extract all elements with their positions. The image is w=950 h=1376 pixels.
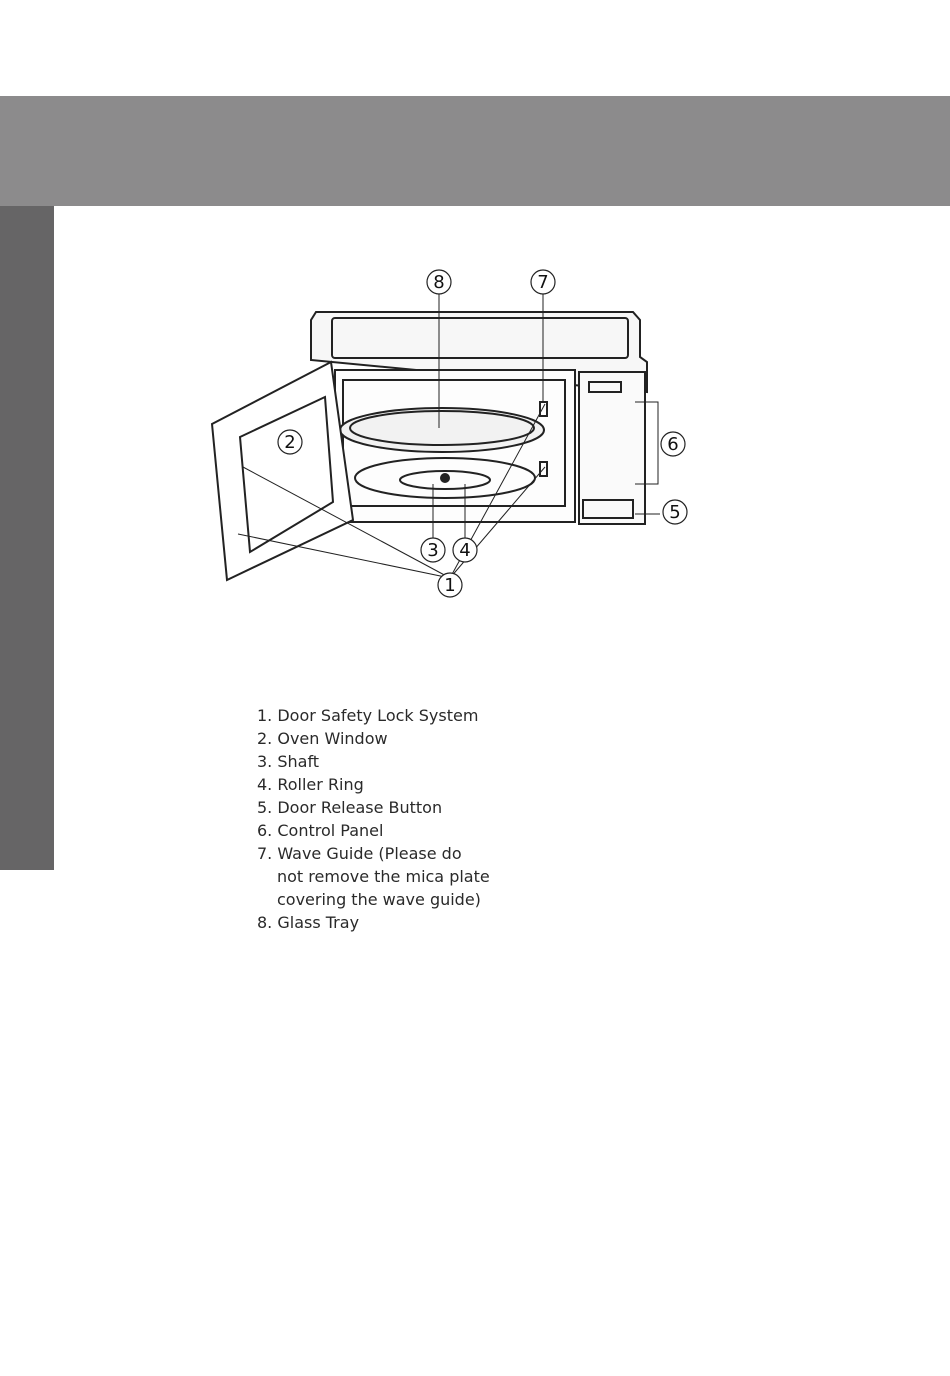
microwave-diagram — [195, 262, 695, 607]
list-item: 5. Door Release Button — [257, 798, 443, 817]
list-item: 1. Door Safety Lock System — [257, 706, 479, 725]
list-item-continuation: not remove the mica plate — [277, 867, 490, 886]
callout-6 — [661, 432, 685, 456]
svg-text:4: 4 — [459, 540, 471, 561]
callout-1 — [438, 573, 462, 597]
section-title: Part Names — [36, 894, 66, 1040]
callout-7 — [531, 270, 555, 294]
svg-text:1: 1 — [444, 575, 456, 596]
svg-text:6: 6 — [667, 434, 679, 455]
callout-3 — [421, 538, 445, 562]
callout-5 — [663, 500, 687, 524]
list-item: 8. Glass Tray — [257, 913, 360, 932]
svg-text:3: 3 — [427, 540, 439, 561]
list-item-continuation: covering the wave guide) — [277, 890, 481, 909]
svg-text:5: 5 — [669, 502, 681, 523]
list-item: 3. Shaft — [257, 752, 320, 771]
callout-8 — [427, 270, 451, 294]
callout-2 — [278, 430, 302, 454]
header-band — [0, 96, 950, 206]
list-item: 2. Oven Window — [257, 729, 388, 748]
microwave-illustration — [195, 262, 695, 607]
svg-text:8: 8 — [433, 272, 445, 293]
list-item: 7. Wave Guide (Please do — [257, 844, 462, 863]
svg-text:2: 2 — [284, 432, 296, 453]
list-item: 6. Control Panel — [257, 821, 384, 840]
part-names-list — [257, 704, 490, 934]
callout-4 — [453, 538, 477, 562]
section-side-tab — [0, 206, 66, 1040]
svg-text:7: 7 — [537, 272, 549, 293]
list-item: 4. Roller Ring — [257, 775, 364, 794]
